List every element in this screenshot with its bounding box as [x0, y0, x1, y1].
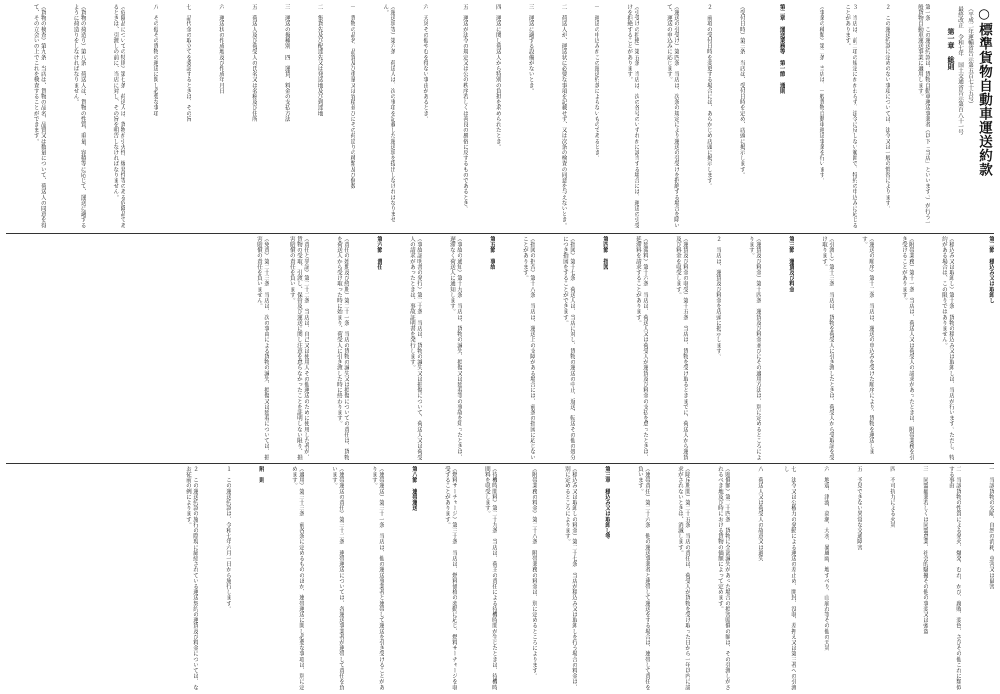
text-column: （危険品についての特則）第七条 荷送人は、貨物が引火性、爆発性等のある危険品であるときは、引渡しの前に、当店に対し、その旨を明告しなければなりません。 [112, 4, 126, 228]
text-column: （免責）第二十三条 当店は、次の事由による貨物の滅失、損傷又は延着については、損害賠償の責任を負いません。 [255, 236, 269, 460]
text-band-top [6, 4, 994, 230]
text-column: （事故証明書の発行）第二十条 当店は、貨物の滅失又は損傷について、荷送人又は荷受人の請求があったときは、事故証明書を発行します。 [408, 236, 422, 460]
text-column: 四 不可抗力による火災 [889, 466, 895, 528]
text-column: （連帯責任）第二十六条 他の運送事業者と連帯して運送をする場合は、連帯して責任を負います。 [636, 466, 650, 690]
text-column: 三 運送に適する設備がないとき。 [527, 4, 534, 94]
text-column: （指図の拒否）第十八条 当店は、運送上の支障がある場合には、前条の指図に応じないことがあります。 [521, 236, 535, 460]
text-column: 五 運送が法令の規定又は公の秩序若しくは善良の風俗に反するものであるとき。 [461, 4, 468, 212]
text-column: （連帯運送の責任）第三十二条 連帯運送については、各運送事業者が連帯して責任を負います。 [330, 466, 344, 690]
section-heading: 第三節 運賃及び料金 [788, 236, 794, 292]
text-column: （指図）第十七条 荷送人は、当店に対し、貨物の運送の中止、返送、転送その他の処分につき指図をすることができます。 [561, 236, 575, 460]
text-column: 二 集貨先及び配達先又は発送地及び到達地 [316, 4, 323, 116]
text-column: 七 品代金の取立てを委託するときは、その旨 [185, 4, 192, 122]
band3-columns [6, 466, 994, 690]
section-heading: 第二章 運送業務等 第一節 通則 [778, 4, 785, 94]
text-column: （受付日時）第三条 当店は、受付日時を定め、店頭に掲示します。 [738, 4, 745, 178]
text-column: （運賃及び料金の収受）第十五条 当店は、貨物を受け取るときまでに、荷送人から運賃及び料金を収受します。 [674, 236, 688, 460]
text-column: （責任の始期及び終期）第二十一条 当店の貨物の滅失又は損傷についての責任は、貨物を荷送人から受け取った時に始まり、荷受人に引き渡した時に終わります。 [335, 236, 349, 460]
text-column: ２ 前項の受付日時を変更する場合には、あらかじめ店頭に掲示します。 [705, 4, 712, 189]
text-column: （除斥期間）第二十五条 当店の責任は、荷受人が貨物を受け取った日から一年以内に請求がされないときは、消滅します。 [676, 466, 690, 690]
text-column: 二 当該貨物の性質による発火、爆発、むれ、かび、腐敗、変色、さびその他これに類似する事由 [947, 466, 961, 690]
text-column: （引渡し）第十三条 当店は、貨物を荷受人に引き渡したときは、荷受人から受取証を受け取ります。 [820, 236, 834, 460]
text-column: （事故の通知）第十九条 当店は、貨物の滅失、損傷又は延着等の事故を知ったときは、遅滞なく荷送人に通知します。 [448, 236, 462, 460]
text-column: （附帯業務）第十一条 当店は、荷送人又は荷受人の請求があったときは、附帯業務を引き受けることがあります。 [900, 236, 914, 460]
text-band-bottom [6, 466, 994, 690]
text-column: 八 その他その貨物の運送に関し必要な事項 [152, 4, 159, 116]
text-column: （延滞料）第十六条 当店は、荷送人又は荷受人が運賃及び料金の支払を怠ったときは、延滞料を請求することがあります。 [634, 236, 648, 460]
text-column: （引受けの拒絶）第五条 当店は、次の各号のいずれかに該当する場合には、運送の引受けを拒絶することがあります。 [626, 4, 640, 228]
text-column: 四 運送に関し荷送人から特別の負担を求められたとき。 [494, 4, 501, 150]
text-column: 第一条 この運送約款は、貨物自動車運送事業者（以下「当店」といいます。）が行う一般貨物自動車運送事業に適用します。 [916, 4, 930, 226]
text-column: 一 当該貨物の欠陥、自然の消耗、虫害又は鼠害 [988, 466, 994, 590]
text-column: 七 法令又は公権力の発動による運送の差止め、開封、没収、差押え又は第三者への引渡し [782, 466, 796, 690]
text-column: （貨物の検査）第九条 当店は、貨物の品名、品質又は数量について、荷送人の同意を得て、その立会いの上でこれを検査することができます。 [32, 4, 46, 228]
text-column: ２ この運送約款の施行の際現に締結されている運送契約の運賃及び料金については、なお従前の例によります。 [184, 466, 198, 690]
text-column: （適用）第三十三条 前各条に定めるもののほか、連帯運送に関し必要な事項は、別に定めます。 [290, 466, 304, 690]
text-column: 三 運送の扱種別 四 運賃、料金の支払方法 [283, 4, 290, 122]
text-column: （事業の種類）第二条 当店は、一般貨物自動車運送事業を行います。 [818, 4, 825, 184]
text-column: 一 貨物の品名、品質及び重量又は容積並びにその荷造りの種類及び個数 [349, 4, 356, 189]
text-column: （運送の引受け）第四条 当店は、次条の規定により運送の引受けを拒絶する場合を除いて、運送の申込みに応じます。 [665, 4, 680, 228]
text-column: （運賃及び料金）第十四条 運賃及び料金並びにその適用方法は、別に定めるところによります。 [747, 236, 761, 460]
document-page [6, 4, 994, 690]
revision-note: 最終改正 令和七年 国土交通省告示第百八十一号 [957, 6, 963, 135]
text-column: （積込み又は取卸しの料金）第二十七条 当店が積込み又は取卸しを行う場合の料金は、別に定めるところによります。 [563, 466, 577, 690]
text-column: 二 荷送人が、運送状に必要な事項を記載せず、又は次条の検査の同意を与えないとき。 [560, 4, 567, 228]
text-column: （賠償額）第二十四条 貨物に全部滅失があった場合の損害賠償の額は、その引渡しがされるべき地及び時における貨物の価額によって定めます。 [716, 466, 730, 690]
text-column: （燃料サーチャージ）第三十条 当店は、燃料価格の変動に応じ、燃料サーチャージを収受することがあります。 [443, 466, 457, 690]
text-column: ３ 当店は、前二項の規定にかかわらず、法令に反しない範囲で、特約の申込みに応じることがあります。 [844, 4, 858, 228]
section-heading: 第八節 連帯運送 [411, 466, 417, 511]
text-column: 三 同盟罷業若しくは同盟怠業、社会的騒擾その他の事変又は強盗 [922, 466, 928, 634]
text-band-middle [6, 236, 994, 460]
text-column: 五 予見できない異常な交通障害 [856, 466, 862, 550]
chapter-heading: 第一章 総則 [947, 28, 955, 70]
section-heading: 附 則 [258, 466, 264, 483]
text-column: （附帯業務の料金）第二十八条 附帯業務の料金は、別に定めるところによります。 [531, 466, 537, 679]
title-note: （平成二年運輸省告示第五百七十五号） [967, 6, 973, 107]
section-heading: 第二節 積込み又は取卸し [988, 236, 994, 304]
title-block [932, 6, 992, 228]
section-heading: 第三章 積込み又は取卸し等 [604, 466, 610, 539]
text-column: （連帯運送）第三十一条 当店は、他の運送事業者と連帯して運送を引き受けることがあります。 [370, 466, 384, 690]
text-column: 六 地震、津波、高潮、大水、暴風雨、地すべり、山崩れ等その他の天災 [823, 466, 829, 651]
text-column: ２ 当店は、運賃及び料金を店頭に掲示します。 [715, 236, 721, 360]
text-column: （積込み又は取卸し）第十条 貨物の積込み又は取卸しは、当店が行います。ただし、特約がある場合は、この限りではありません。 [940, 236, 954, 460]
horizontal-rule [6, 463, 994, 464]
document-title: ○標準貨物自動車運送約款 [976, 6, 992, 177]
text-column: 五 荷送人及び荷受人の氏名又は名称及び住所 [250, 4, 257, 122]
text-column: １ この運送約款は、令和七年六月一日から施行します。 [225, 466, 231, 612]
text-column: （貨物の荷造り）第八条 荷送人は、貨物の性質、重量、容積等に応じて、運送に適するように荷造りをしなければなりません。 [72, 4, 86, 228]
text-column: ２ この運送約款に定めのない事項については、法令又は一般の慣習によります。 [884, 4, 891, 212]
text-column: 一 運送の申込みがこの運送約款によらないものであるとき。 [593, 4, 600, 161]
section-heading: 第五節 事故 [489, 236, 495, 270]
text-column: （待機時間料）第二十九条 当店は、荷主の責任による待機時間が生じたときは、待機時間料を収受します。 [483, 466, 497, 690]
horizontal-rule [6, 233, 994, 234]
band1-columns [6, 4, 930, 230]
band2-columns [6, 236, 994, 460]
text-column: 六 運送状の作成地及び作成年月日 [218, 4, 225, 94]
section-heading: 第六節 責任 [376, 236, 382, 270]
text-column: （運送の順序）第十二条 当店は、運送の申込みを受けた順序により、貨物を運送します。 [860, 236, 874, 455]
text-column: （責任と挙証）第二十二条 当店は、自己又は使用人その他運送のために使用した者が、貨物の受取、引渡し、保管及び運送に関し注意を怠らなかったことを証明しない限り、損害賠償の責任を負います。 [288, 236, 309, 460]
text-column: 八 荷送人又は荷受人の故意又は過失 [757, 466, 763, 562]
section-heading: 第四節 指図 [602, 236, 608, 270]
text-column: （運送状等）第六条 荷送人は、次の事項を記載した運送状を提出しなければなりません。 [382, 4, 396, 223]
text-column: 六 天災その他やむを得ない事由があるとき。 [422, 4, 429, 122]
